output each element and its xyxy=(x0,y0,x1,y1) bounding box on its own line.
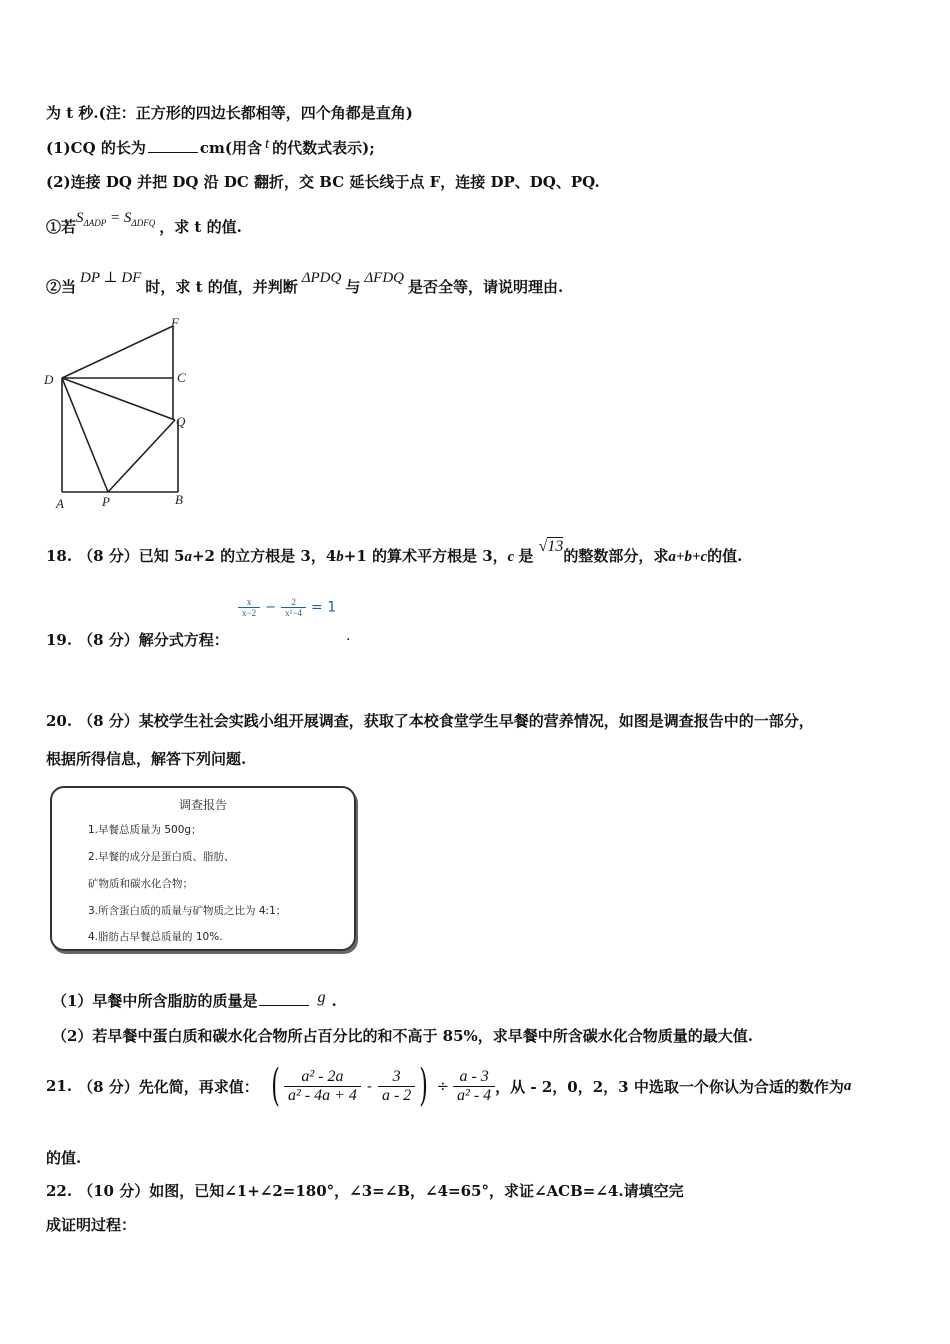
q18: 18. （8 分）已知 5a+2 的立方根是 3，4b+1 的算术平方根是 3，c 是 √13的整数部分，求a+b+c的值. xyxy=(46,538,743,565)
q17-c2-tri1: ΔPDQ xyxy=(301,270,342,286)
q18-number: 18. xyxy=(46,547,73,565)
sqrt-expression: √13 xyxy=(538,538,564,555)
label-b: B xyxy=(175,492,183,507)
q20-part1: （1）早餐中所含脂肪的质量是 g . xyxy=(52,989,337,1010)
report-title: 调查报告 xyxy=(178,798,227,812)
q17-part2: (2)连接 DQ 并把 DQ 沿 DC 翻折，交 BC 延长线于点 F，连接 DP、DQ、PQ. xyxy=(46,173,600,191)
q17-c1-expression: $S_{\Delta ADP} = S_{\Delta DFQ}$ xyxy=(76,210,156,228)
report-item-2: 2.早餐的成分是蛋白质、脂肪、 xyxy=(88,851,235,863)
q17-part1-var: t xyxy=(264,136,270,152)
segment-df xyxy=(62,326,173,378)
label-q: Q xyxy=(176,414,186,429)
label-c: C xyxy=(177,370,186,385)
q21: 21. （8 分） 先化简，再求值： ( $\frac{\text{a² - 2a}}{\text{a² - 4a + 4}}$ - $\frac{3}{a - 2}$ ) ÷ $\frac{a - 3}{\text{a² - 4}}$ ，从 - 2，0，2，3 中选取一个你认为合适的数作为 a xyxy=(46,1060,852,1111)
report-item-1: 1.早餐总质量为 500g； xyxy=(88,824,202,836)
q17-intro: 为 t 秒.(注：正方形的四边长都相等，四个角都是直角) xyxy=(46,104,413,122)
q17-part1-mid: cm(用含 xyxy=(199,139,262,157)
q20-line1: 20. （8 分）某校学生社会实践小组开展调查，获取了本校食堂学生早餐的营养情况，如图是调查报告中的一部分， xyxy=(46,712,814,730)
q17-condition2 xyxy=(46,270,564,297)
q17-c2-tri2: ΔFDQ xyxy=(364,270,405,286)
q22-line2: 成证明过程： xyxy=(46,1216,137,1234)
q17-condition1 xyxy=(46,210,242,237)
q20-part2: （2）若早餐中蛋白质和碳水化合物所占百分比的和不高于 85%，求早餐中所含碳水化合物质量的最大值. xyxy=(52,1027,754,1045)
q17-c1-prefix: ①若 xyxy=(46,218,77,236)
q17-c2-suffix: 是否全等，请说明理由. xyxy=(408,278,564,296)
q19 xyxy=(46,629,229,650)
q17-part1-prefix: (1)CQ 的长为 xyxy=(46,139,146,157)
q21-expression: ( $\frac{\text{a² - 2a}}{\text{a² - 4a + 4}}$ - $\frac{3}{a - 2}$ ) ÷ $\frac{a - 3}{\text{a² - 4}}$ xyxy=(267,1064,495,1108)
q21-line2: 的值. xyxy=(46,1149,82,1167)
q19-text: 解分式方程： xyxy=(138,631,229,649)
label-f: F xyxy=(171,318,179,330)
q17-c2-and: 与 xyxy=(345,278,361,296)
q17-c2-prefix: ②当 xyxy=(46,278,77,296)
q17-part1-suffix: 的代数式表示); xyxy=(272,139,375,157)
label-p: P xyxy=(102,494,110,509)
q17-part1 xyxy=(46,137,375,158)
answer-blank[interactable] xyxy=(259,1005,309,1006)
q22: 22. （10 分）如图，已知∠1+∠2=180°，∠3=∠B，∠4=65°，求证∠ACB=∠4.请填空完 xyxy=(46,1182,684,1200)
q17-c2-cond: DP ⊥ DF xyxy=(80,270,142,286)
q20-line2: 根据所得信息，解答下列问题. xyxy=(46,750,247,768)
answer-blank[interactable] xyxy=(148,152,198,153)
q17-c1-suffix: ，求 t 的值. xyxy=(159,218,242,236)
segment-pq xyxy=(108,420,175,492)
survey-report-card xyxy=(50,786,356,951)
report-item-2-cont: 矿物质和碳水化合物； xyxy=(88,878,193,890)
q19-score: （8 分） xyxy=(78,631,139,649)
label-a: A xyxy=(56,496,64,511)
segment-dq xyxy=(62,378,175,420)
report-item-4: 4.脂肪占早餐总质量的 10%. xyxy=(88,931,223,943)
segment-dp xyxy=(62,378,108,492)
q19-end: . xyxy=(346,628,351,644)
q18-score: （8 分） xyxy=(78,547,139,565)
label-d: D xyxy=(44,372,54,387)
q19-equation: $\frac{x}{x-2}$ − $\frac{2}{\text{x²−4}}$ = 1 xyxy=(238,597,336,618)
report-item-3: 3.所含蛋白质的质量与矿物质之比为 4:1； xyxy=(88,905,287,917)
square-figure xyxy=(40,318,200,518)
q19-number: 19. xyxy=(46,631,73,649)
q17-c2-mid: 时，求 t 的值，并判断 xyxy=(145,278,298,296)
